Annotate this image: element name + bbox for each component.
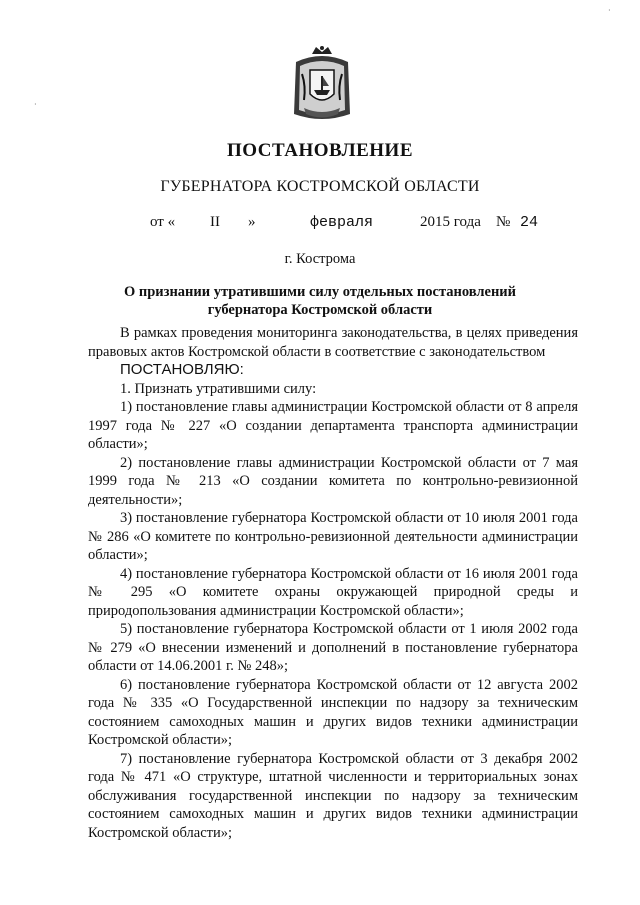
document-number: 24 [520, 214, 539, 231]
city: г. Кострома [284, 251, 356, 267]
issuer-subtitle: ГУБЕРНАТОРА КОСТРОМСКОЙ ОБЛАСТИ [160, 178, 480, 195]
date-month: февраля [310, 214, 374, 231]
scan-mark: · [608, 6, 611, 15]
list-item: 3) постановление губернатора Костромской области от 10 июля 2001 года № 286 «О комитете по контрольно-ревизионной деятельности администрации области»; [88, 510, 578, 563]
date-prefix: от « [150, 214, 176, 230]
list-item: 1) постановление главы администрации Костромской области от 8 апреля 1997 года № 227 «О создании департамента транспорта администрации области»; [88, 399, 578, 452]
list-item: 5) постановление губернатора Костромской области от 1 июля 2002 года № 279 «О внесении изменений и дополнений в постановление губернатора области от 14.06.2001 г. № 248»; [88, 621, 578, 674]
heading-line-2: губернатора Костромской области [207, 302, 433, 318]
heading-line-1: О признании утратившими силу отдельных постановлений [123, 284, 517, 300]
resolve-word: ПОСТАНОВЛЯЮ: [120, 361, 244, 378]
list-item: 4) постановление губернатора Костромской области от 16 июля 2001 года № 295 «О комитете охраны окружающей природной среды и природопользования администрации Костромской области»; [88, 565, 578, 619]
document-title: ПОСТАНОВЛЕНИЕ [226, 140, 414, 161]
date-day: II [210, 214, 220, 230]
date-year: 2015 года [420, 214, 481, 230]
document-body [88, 324, 578, 842]
coat-of-arms-icon [290, 44, 354, 124]
date-close-quote: » [248, 214, 256, 230]
document-heading [0, 283, 640, 319]
list-item: 6) постановление губернатора Костромской области от 12 августа 2002 года № 335 «О Государственной инспекции по надзору за техническим состоянием самоходных машин и других видов техники администрации Костромской области»; [88, 676, 578, 748]
list-item: 2) постановление главы администрации Костромской области от 7 мая 1999 года № 213 «О создании комитета по контрольно-ревизионной деятельности»; [88, 454, 578, 508]
number-sign: № [496, 214, 511, 230]
preamble: В рамках проведения мониторинга законодательства, в целях приведения правовых актов Костромской области в соответствие с законодательством [88, 325, 578, 360]
clause-1: 1. Признать утратившими силу: [120, 380, 317, 397]
scan-mark: · [34, 100, 37, 109]
list-item: 7) постановление губернатора Костромской области от 3 декабря 2002 года № 471 «О структуре, штатной численности и территориальных зонах обслуживания государственной инспекции по надзору за техническим состоянием самоходных машин и других видов техники администрации Костромской области»; [88, 750, 578, 841]
